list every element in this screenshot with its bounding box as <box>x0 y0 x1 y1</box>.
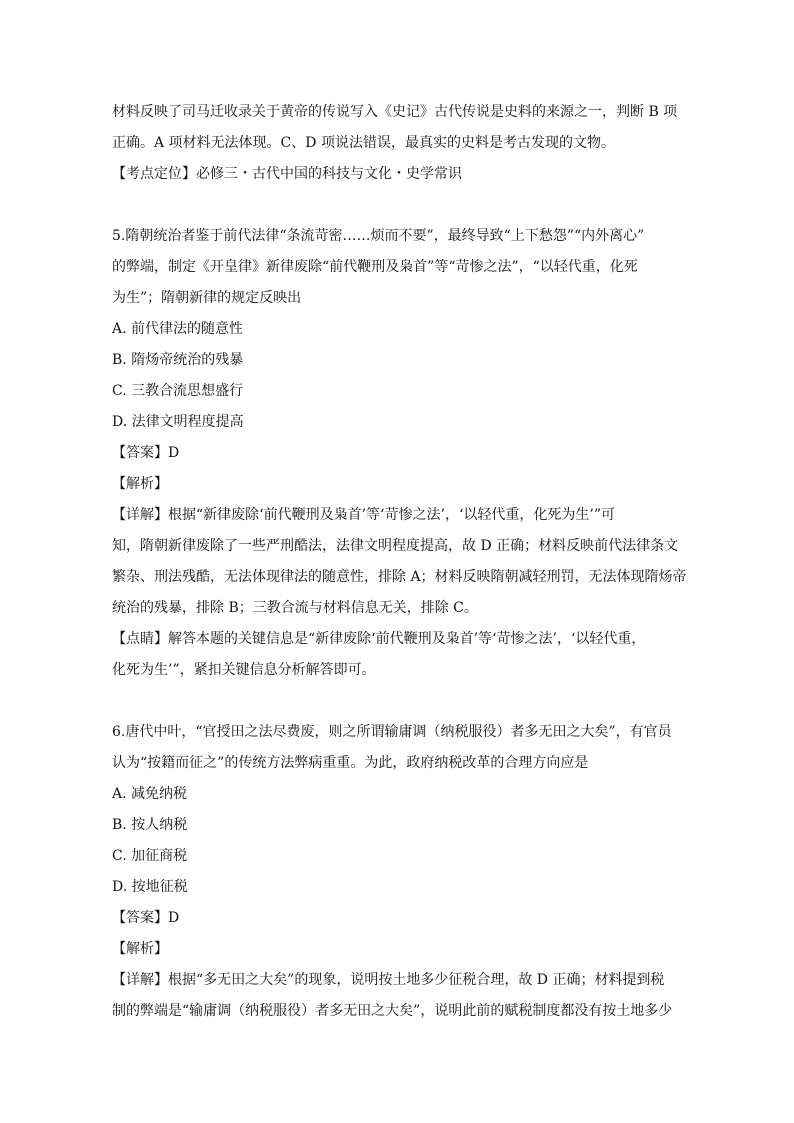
q5-detail-line-2: 知，隋朝新律废除了一些严刑酷法，法律文明程度提高，故 D 正确；材料反映前代法律条文 <box>112 538 679 554</box>
q5-option-c: C. 三教合流思想盛行 <box>112 383 244 399</box>
spacer <box>112 686 686 717</box>
q5-stem-line-1: 5.隋朝统治者鉴于前代法律“条流苛密……烦而不要”，最终导致“上下愁怨”“内外离心” <box>112 228 645 244</box>
q6-answer: 【答案】D <box>112 910 180 926</box>
q6-option-d: D. 按地征税 <box>112 879 188 895</box>
q5-option-d: D. 法律文明程度提高 <box>112 414 244 430</box>
q6-option-b: B. 按人纳税 <box>112 817 188 833</box>
q6-option-c: C. 加征商税 <box>112 848 188 864</box>
q5-option-b: B. 隋炀帝统治的残暴 <box>112 352 244 368</box>
q6-stem-line-1: 6.唐代中叶，“官授田之法尽费废，则之所谓输庸调（纳税服役）者多无田之大矣”，有官员 <box>112 724 672 740</box>
document-content <box>112 97 686 1027</box>
q5-stem-line-3: 为生”；隋朝新律的规定反映出 <box>112 290 302 306</box>
q5-jiexi-heading: 【解析】 <box>112 476 168 492</box>
q5-stem-line-2: 的弊端，制定《开皇律》新律废除“前代鞭刑及枭首”等“苛惨之法”，“以轻代重，化死 <box>112 259 638 275</box>
q6-stem-line-2: 认为“按籍而征之”的传统方法弊病重重。为此，政府纳税改革的合理方向应是 <box>112 755 589 771</box>
spacer <box>112 190 686 221</box>
q5-detail-line-4: 统治的残暴，排除 B；三教合流与材料信息无关，排除 C。 <box>112 600 478 616</box>
prev-analysis-line-2: 正确。A 项材料无法体现。C、D 项说法错误，最真实的史料是考古发现的文物。 <box>112 135 615 151</box>
q5-dianjing-line-1: 【点睛】解答本题的关键信息是“新律废除‘前代鞭刑及枭首’等‘苛惨之法’，‘以轻代重， <box>112 631 646 647</box>
q5-option-a: A. 前代律法的随意性 <box>112 321 244 337</box>
q5-dianjing-line-2: 化死为生’”，紧扣关键信息分析解答即可。 <box>112 662 376 678</box>
prev-kaodian: 【考点定位】必修三・古代中国的科技与文化・史学常识 <box>112 166 462 182</box>
q6-option-a: A. 减免纳税 <box>112 786 188 802</box>
q6-detail-line-2: 制的弊端是“输庸调（纳税服役）者多无田之大矣”，说明此前的赋税制度都没有按土地多少 <box>112 1003 673 1019</box>
q5-detail-line-3: 繁杂、刑法残酷，无法体现律法的随意性，排除 A；材料反映隋朝减轻刑罚，无法体现隋炀帝 <box>112 569 687 585</box>
q5-detail-line-1: 【详解】根据“新律废除‘前代鞭刑及枭首’等‘苛惨之法’，‘以轻代重，化死为生’”可 <box>112 507 616 523</box>
q6-detail-line-1: 【详解】根据“多无田之大矣”的现象，说明按土地多少征税合理，故 D 正确；材料提到税 <box>112 972 665 988</box>
q6-jiexi-heading: 【解析】 <box>112 941 168 957</box>
q5-answer: 【答案】D <box>112 445 180 461</box>
prev-analysis-line-1: 材料反映了司马迁收录关于黄帝的传说写入《史记》古代传说是史料的来源之一，判断 B 项 <box>112 104 678 120</box>
